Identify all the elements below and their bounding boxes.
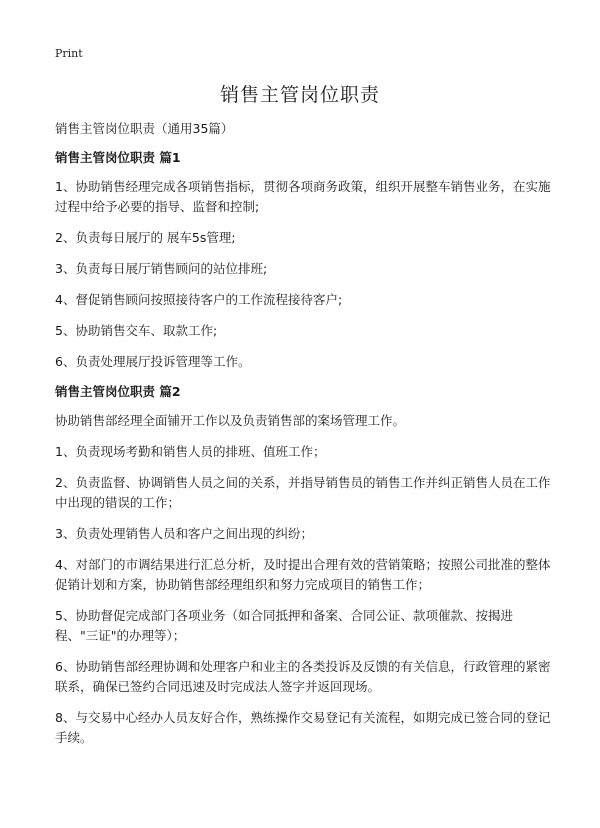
section-1 <box>55 149 555 372</box>
section-heading: 销售主管岗位职责 篇1 <box>55 150 181 165</box>
document-subtitle: 销售主管岗位职责（通用35篇） <box>55 121 234 136</box>
document-body <box>55 120 555 759</box>
paragraph: 1、协助销售经理完成各项销售指标，贯彻各项商务政策，组织开展整车销售业务，在实施过程中给予必要的指导、监督和控制; <box>55 179 551 214</box>
paragraph: 5、协助销售交车、取款工作; <box>55 323 218 338</box>
paragraph: 6、协助销售部经理协调和处理客户和业主的各类投诉及反馈的有关信息，行政管理的紧密联系，确保已签约合同迅速及时完成法人签字并返回现场。 <box>55 659 551 694</box>
paragraph: 6、负责处理展厅投诉管理等工作。 <box>55 354 251 369</box>
paragraph: 1、负责现场考勤和销售人员的排班、值班工作； <box>55 444 326 459</box>
page-title: 销售主管岗位职责 <box>219 84 380 106</box>
paragraph: 8、与交易中心经办人员友好合作，熟练操作交易登记有关流程，如期完成已签合同的登记手续。 <box>55 710 551 745</box>
section-2 <box>55 383 555 748</box>
paragraph: 2、负责监督、协调销售人员之间的关系，并指导销售员的销售工作并纠正销售人员在工作中出现的错误的工作； <box>55 475 551 510</box>
paragraph: 3、负责处理销售人员和客户之间出现的纠纷； <box>55 526 313 541</box>
paragraph: 5、协助督促完成部门各项业务（如合同抵押和备案、合同公证、款项催款、按揭进程、"三证"的办理等）； <box>55 608 513 643</box>
paragraph: 3、负责每日展厅销售顾问的站位排班; <box>55 261 268 276</box>
paragraph: 2、负责每日展厅的 展车5s管理; <box>55 230 236 245</box>
section-heading: 销售主管岗位职责 篇2 <box>55 384 181 399</box>
paragraph: 协助销售部经理全面铺开工作以及负责销售部的案场管理工作。 <box>55 413 406 428</box>
paragraph: 4、对部门的市调结果进行汇总分析，及时提出合理有效的营销策略；按照公司批准的整体促销计划和方案，协助销售部经理组织和努力完成项目的销售工作； <box>55 557 551 592</box>
paragraph: 4、督促销售顾问按照接待客户的工作流程接待客户; <box>55 292 343 307</box>
print-link[interactable]: Print <box>55 47 83 60</box>
